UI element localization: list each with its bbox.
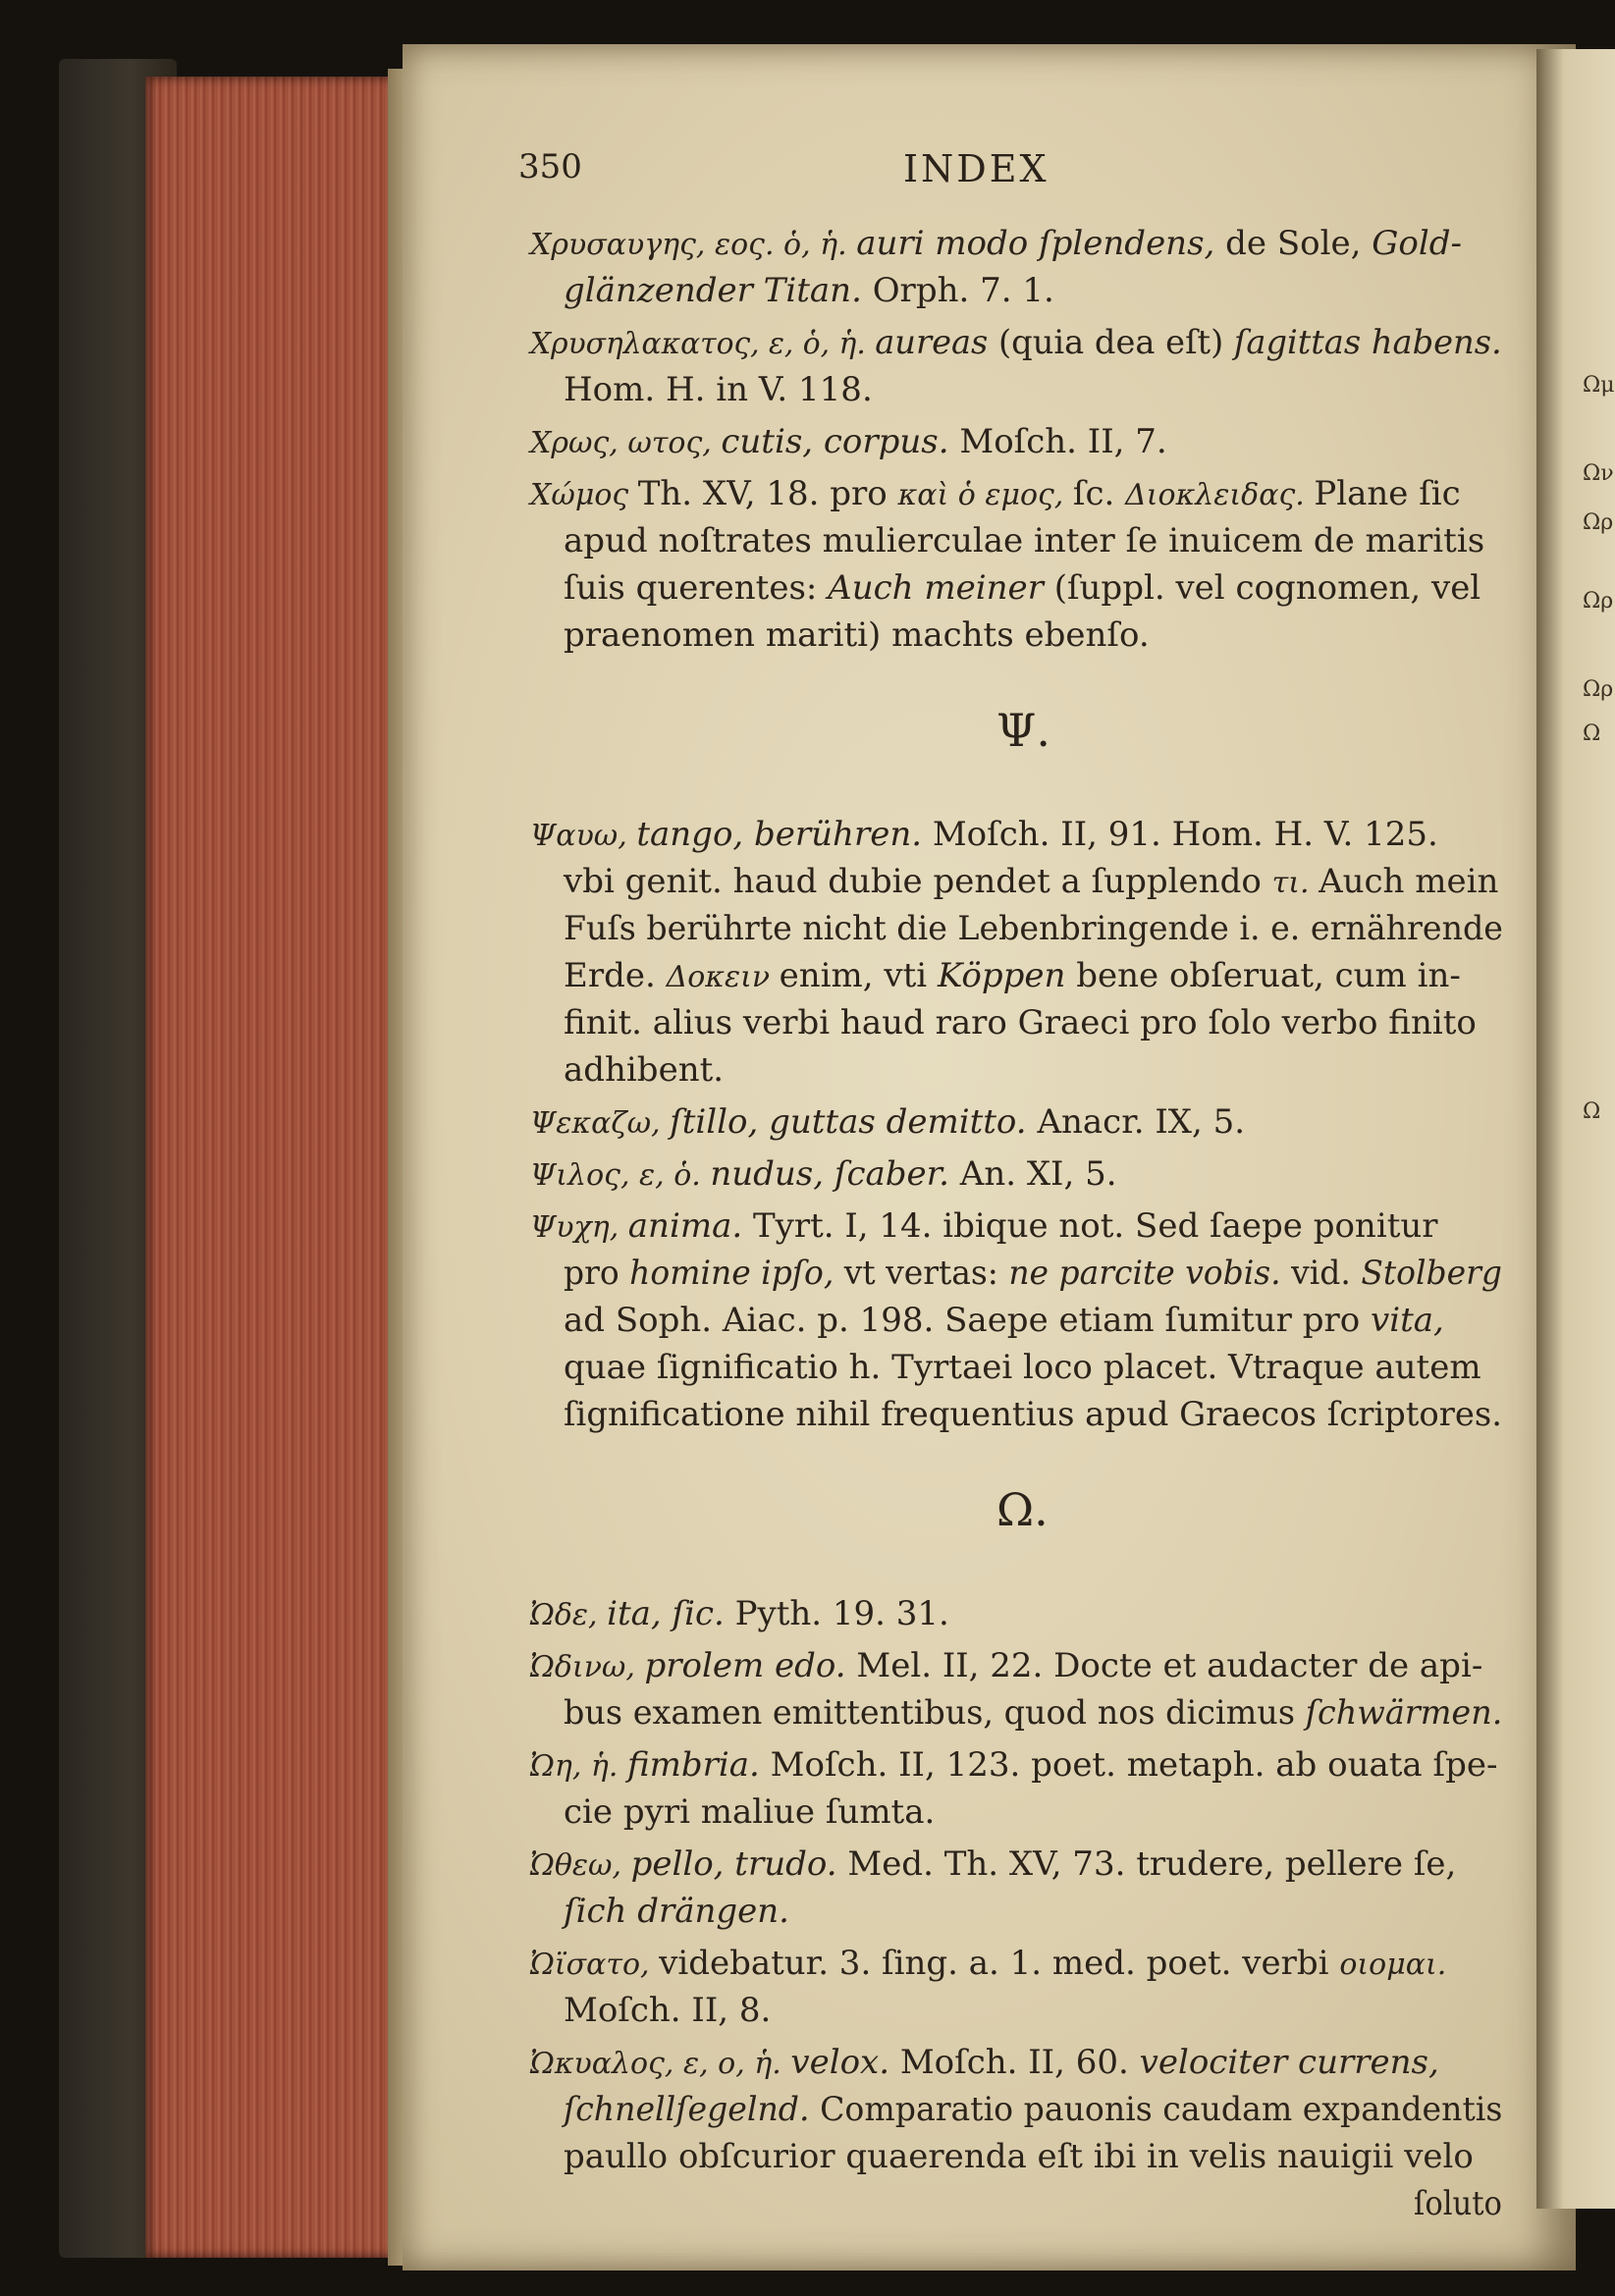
index-entry-continuation [564, 1050, 724, 1090]
index-entry-line [530, 224, 1462, 265]
text-run: vid. [1291, 1254, 1362, 1293]
italic-text: Köppen [937, 956, 1077, 995]
greek-headword: Ὠδινω, [530, 1650, 645, 1684]
italic-text: pello, trudo. [630, 1844, 848, 1884]
running-head: INDEX [903, 147, 1050, 190]
italic-text: fimbria. [626, 1745, 771, 1785]
greek-headword: Δοκειν [666, 960, 780, 994]
index-entry-continuation [564, 1301, 1444, 1340]
italic-text: cutis, corpus. [721, 422, 960, 461]
section-letter: Ψ. [996, 704, 1050, 757]
facing-page-letter: Ω [1583, 1099, 1601, 1124]
text-run: Plane ſic [1314, 474, 1461, 513]
greek-headword: Διοκλειδας. [1125, 478, 1315, 512]
italic-text: Gold- [1372, 224, 1462, 263]
italic-text: nudus, ſcaber. [710, 1154, 960, 1194]
greek-headword: καὶ ὁ εμος, [897, 478, 1073, 512]
text-run: Med. Th. XV, 73. trudere, pellere ſe, [847, 1844, 1457, 1884]
text-run: (ſuppl. vel cognomen, vel [1053, 568, 1481, 608]
greek-headword: Ψαυω, [530, 819, 637, 853]
greek-headword: Ψεκαζω, [530, 1106, 671, 1141]
text-run: Moſch. II, 60. [899, 2043, 1140, 2082]
italic-text: vita, [1371, 1301, 1444, 1340]
index-entry-line [530, 1745, 1497, 1787]
italic-text: ſich drängen. [564, 1892, 789, 1931]
text-run: Moſch. II, 123. poet. metaph. ab ouata ſpe- [770, 1745, 1498, 1785]
italic-text: ſtillo, guttas demitto. [670, 1102, 1038, 1142]
text-run: Pyth. 19. 31. [734, 1594, 949, 1633]
greek-headword: ἡ. [590, 1749, 627, 1784]
text-run: ſoluto [1414, 2184, 1502, 2223]
text-run: Erde. [564, 956, 667, 995]
greek-headword: ε, ὁ, ἡ. [768, 327, 876, 361]
index-entry-continuation [564, 1254, 1502, 1293]
text-run: enim, vti [779, 956, 938, 995]
text-run: Moſch. II, 7. [959, 422, 1167, 461]
facing-page-letter: Ωρ [1583, 677, 1614, 702]
facing-page-letter: Ωμ [1583, 373, 1615, 398]
italic-text: auri modo ſplendens, [856, 224, 1226, 263]
greek-headword: Ψιλος, [530, 1158, 640, 1193]
greek-headword: Χρυσηλακατος, [530, 327, 769, 361]
italic-text: velociter currens, [1139, 2043, 1439, 2082]
index-entry-line [530, 1154, 1117, 1196]
text-run: bus examen emittentibus, quod nos dicimus [564, 1693, 1306, 1733]
greek-headword: οιομαι. [1339, 1948, 1447, 1982]
text-run: An. XI, 5. [959, 1154, 1117, 1194]
text-run: Comparatio pauonis caudam expandentis [820, 2090, 1503, 2129]
italic-text: aureas [875, 323, 999, 362]
index-entry-continuation [564, 1892, 789, 1931]
facing-page-letter: Ω [1583, 721, 1601, 746]
text-run: Anacr. IX, 5. [1037, 1102, 1246, 1142]
greek-headword: Ψυχη, [530, 1210, 628, 1245]
index-entry-continuation [564, 1991, 771, 2030]
index-entry-continuation [564, 271, 1054, 310]
index-entry-continuation [564, 1693, 1502, 1733]
text-run: Fuſs berührte nicht die Lebenbringende i. e. ernährende [564, 909, 1503, 948]
italic-text: glänzender Titan. [564, 271, 873, 310]
index-entry-line [530, 2043, 1439, 2084]
text-run: Moſch. II, 91. Hom. H. V. 125. [932, 815, 1438, 854]
italic-text: Stolberg [1361, 1254, 1502, 1293]
text-run: quae ſignificatio h. Tyrtaei loco placet. Vtraque autem [564, 1348, 1481, 1387]
facing-page-letter: Ωρ [1583, 510, 1614, 535]
greek-headword: ε, ο, ἡ. [683, 2047, 791, 2081]
italic-text: ſchwärmen. [1305, 1693, 1503, 1733]
greek-headword: Ὠκυαλος, [530, 2047, 683, 2081]
greek-headword: Χώμος [530, 478, 638, 512]
index-entry-line [530, 1594, 949, 1635]
index-entry-line [530, 1646, 1482, 1687]
page-number: 350 [518, 147, 582, 187]
italic-text: ne parcite vobis. [1008, 1254, 1292, 1293]
index-entry-line [530, 815, 1438, 856]
index-entry-continuation [564, 1395, 1502, 1434]
greek-headword: Ὠδε, [530, 1598, 608, 1632]
text-run: finit. alius verbi haud raro Graeci pro ſolo verbo finito [564, 1003, 1477, 1042]
italic-text: tango, berühren. [636, 815, 933, 854]
italic-text: ſchnellſegelnd. [564, 2090, 821, 2129]
text-run: bene obſeruat, cum in- [1076, 956, 1461, 995]
page-header [518, 147, 1512, 196]
italic-text: velox. [790, 2043, 900, 2082]
italic-text: anima. [627, 1206, 753, 1246]
italic-text: ita, ſic. [607, 1594, 735, 1633]
page-edges [145, 77, 403, 2258]
index-entry-continuation [564, 2090, 1502, 2129]
text-run: apud noſtrates mulierculae inter ſe inuicem de maritis [564, 521, 1485, 561]
text-run: Orph. 7. 1. [872, 271, 1054, 310]
section-letter: Ω. [996, 1483, 1049, 1536]
index-entry-continuation [564, 862, 1498, 903]
text-run: pro [564, 1254, 630, 1293]
index-entry-line [530, 1102, 1245, 1144]
text-run: videbatur. 3. ſing. a. 1. med. poet. verbi [659, 1944, 1340, 1983]
text-run: Hom. H. in V. 118. [564, 370, 873, 409]
greek-headword: τι. [1271, 866, 1319, 900]
greek-headword: εος. ὁ, ἡ. [714, 228, 857, 262]
index-entry-continuation [564, 1003, 1477, 1042]
text-run: Th. XV, 18. pro [637, 474, 898, 513]
text-run: vt vertas: [843, 1254, 1009, 1293]
index-entry-continuation [564, 615, 1150, 655]
text-run: Tyrt. I, 14. ibique not. Sed ſaepe ponitur [752, 1206, 1438, 1246]
index-entry-continuation [564, 2137, 1474, 2176]
greek-headword: ε, ὁ. [639, 1158, 711, 1193]
italic-text: Auch meiner [828, 568, 1054, 608]
greek-headword: Ὠθεω, [530, 1848, 631, 1883]
index-entry-line [530, 1944, 1446, 1985]
index-entry-line [530, 1206, 1438, 1248]
text-run: cie pyri maliue ſumta. [564, 1792, 936, 1832]
text-run: vbi genit. haud dubie pendet a ſupplendo [564, 862, 1272, 901]
text-run: praenomen mariti) machts ebenſo. [564, 615, 1150, 655]
index-entry-continuation [564, 521, 1484, 561]
index-entry-line [530, 323, 1502, 364]
greek-headword: Χρυσαυγης, [530, 228, 715, 262]
index-entry-line [530, 422, 1167, 463]
index-entry-line [530, 474, 1461, 515]
greek-headword: Χρως, [530, 426, 628, 460]
greek-headword: ωτος, [627, 426, 722, 460]
greek-headword: Ὠϊσατο, [530, 1948, 660, 1982]
text-run: Moſch. II, 8. [564, 1991, 772, 2030]
greek-headword: Ὠη, [530, 1749, 591, 1784]
italic-text: prolem edo. [644, 1646, 857, 1685]
text-run: Mel. II, 22. Docte et audacter de api- [856, 1646, 1483, 1685]
index-entry-continuation [564, 1792, 935, 1832]
italic-text: ſagittas habens. [1233, 323, 1502, 362]
facing-page-letter: Ων [1583, 461, 1614, 486]
text-run: paullo obſcurior quaerenda eſt ibi in velis nauigii velo [564, 2137, 1474, 2176]
facing-page-letter: Ωρ [1583, 589, 1614, 614]
text-run: de Sole, [1225, 224, 1373, 263]
text-run: (quia dea eſt) [998, 323, 1234, 362]
text-run: ſignificatione nihil frequentius apud Graecos ſcriptores. [564, 1395, 1502, 1434]
text-run: Auch mein [1319, 862, 1499, 901]
index-entry-line [530, 1844, 1456, 1886]
index-entry-continuation [1414, 2184, 1502, 2223]
italic-text: homine ipſo, [629, 1254, 844, 1293]
text-run: ſc. [1072, 474, 1126, 513]
index-entry-continuation [564, 956, 1461, 997]
index-entry-continuation [564, 1348, 1481, 1387]
index-entry-continuation [564, 568, 1480, 608]
index-entry-continuation [564, 909, 1503, 948]
text-run: ad Soph. Aiac. p. 198. Saepe etiam ſumitur pro [564, 1301, 1371, 1340]
index-entry-continuation [564, 370, 873, 409]
text-run: adhibent. [564, 1050, 725, 1090]
text-run: ſuis querentes: [564, 568, 829, 608]
